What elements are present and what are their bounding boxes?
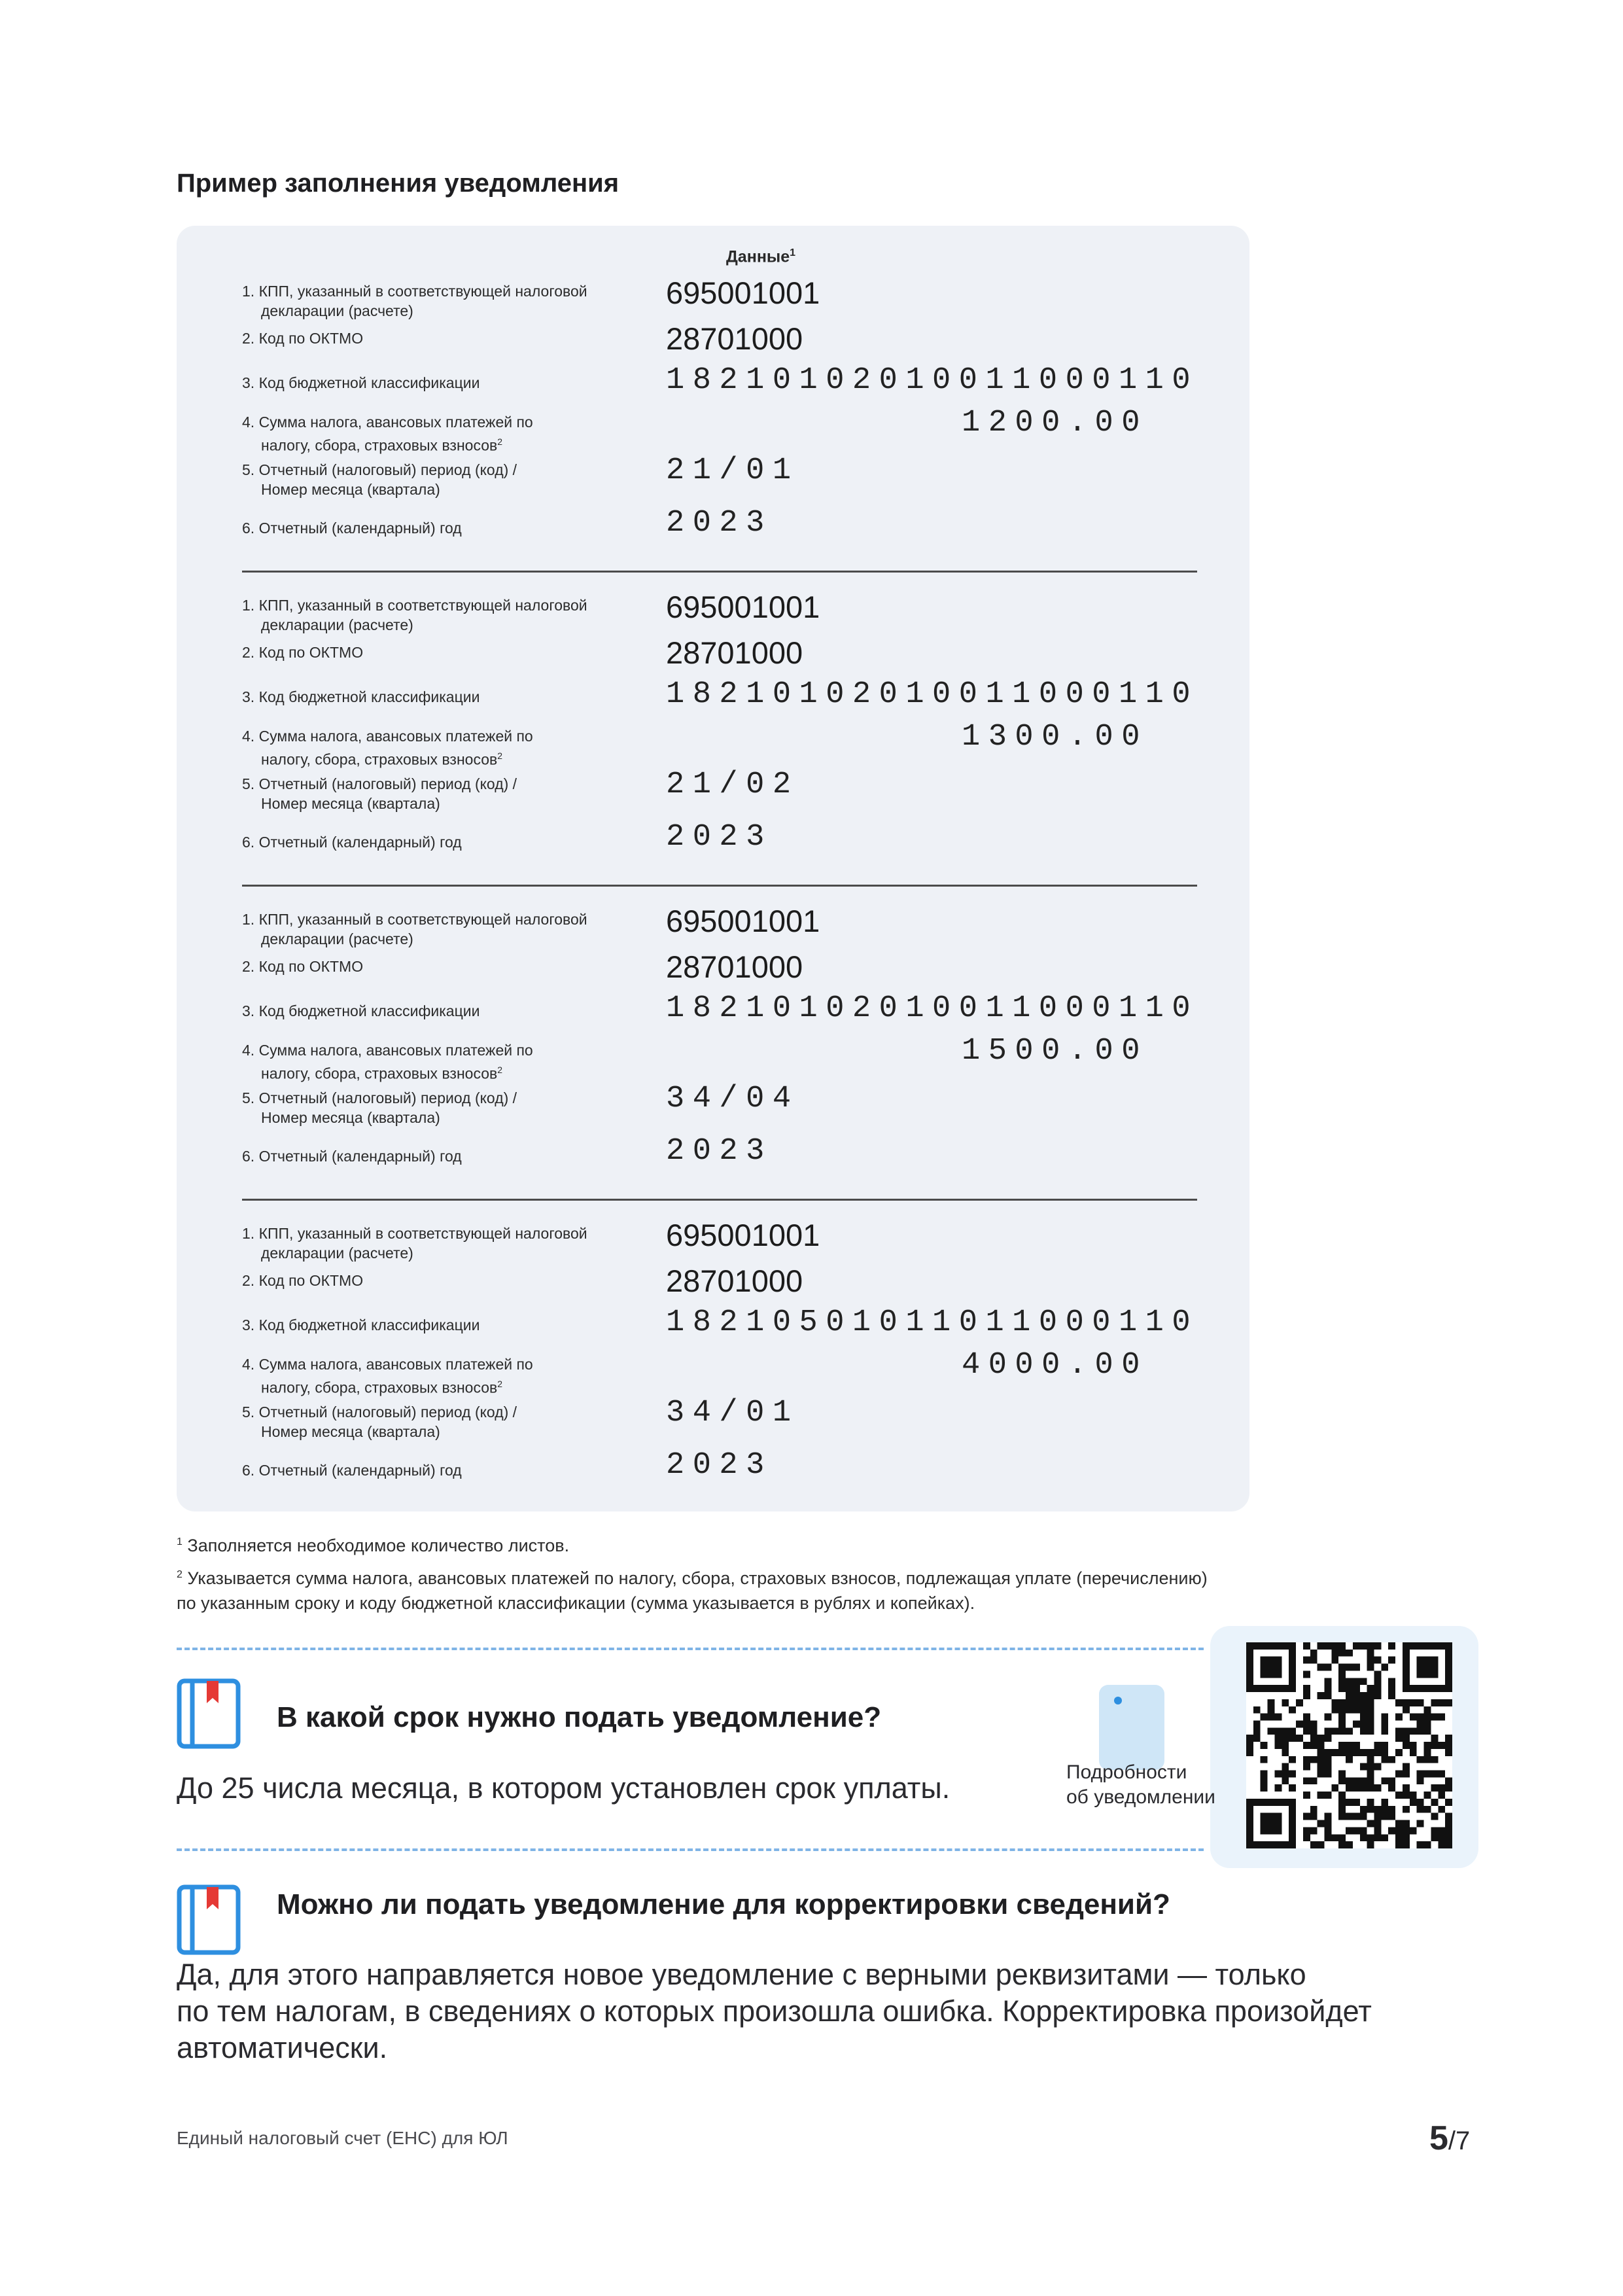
footnote-2: $^2$ Указывается сумма налога, авансовых платежей по налогу, сбора, страховых взносов, подлежащая уплате (перечислению) по указанным сроку и коду бюджетной классификации (сумма указывается в рублях и копейках).: [177, 1568, 1208, 1613]
label-kbk: 3. Код бюджетной классификации: [242, 374, 480, 391]
value-sum: 1200.00: [962, 406, 1148, 440]
book-icon: [177, 1678, 242, 1750]
label-oktmo: 2. Код по ОКТМО: [242, 1272, 364, 1289]
label-oktmo: 2. Код по ОКТМО: [242, 644, 364, 661]
value-kpp: 695001001: [666, 275, 820, 310]
faq-question-1: В какой срок нужно подать уведомление?: [277, 1701, 882, 1733]
qr-code[interactable]: [1246, 1642, 1452, 1848]
form-block: [242, 903, 1197, 1217]
value-period: 21/02: [666, 768, 799, 802]
value-kpp: 695001001: [666, 590, 820, 624]
label-period: 5. Отчетный (налоговый) период (код) / Номер месяца (квартала): [242, 1089, 517, 1126]
footer-text: Единый налоговый счет (ЕНС) для ЮЛ: [177, 2128, 508, 2148]
value-period: 34/04: [666, 1082, 799, 1116]
faq-answer-1: До 25 числа месяца, в котором установлен срок уплаты.: [177, 1771, 951, 1805]
value-kpp: 695001001: [666, 1218, 820, 1252]
label-kbk: 3. Код бюджетной классификации: [242, 1002, 480, 1019]
label-kpp: 1. КПП, указанный в соответствующей налоговой декларации (расчете): [242, 597, 587, 633]
label-kbk: 3. Код бюджетной классификации: [242, 688, 480, 705]
label-year: 6. Отчетный (календарный) год: [242, 1462, 462, 1479]
form-block: [242, 275, 1197, 589]
label-sum: 4. Сумма налога, авансовых платежей по налогу, сбора, страховых взносов$^2$: [242, 728, 533, 768]
label-sum: 4. Сумма налога, авансовых платежей по налогу, сбора, страховых взносов$^2$: [242, 1042, 533, 1082]
block-divider: [242, 1199, 1197, 1201]
qr-caption: Подробности об уведомлении: [1066, 1761, 1215, 1808]
dashed-divider: [177, 1648, 1204, 1650]
value-year: 2023: [666, 506, 773, 540]
footnote-1: $^1$ Заполняется необходимое количество листов.: [177, 1536, 570, 1555]
section-title: Пример заполнения уведомления: [177, 169, 620, 198]
block-divider: [242, 885, 1197, 887]
value-period: 34/01: [666, 1396, 799, 1430]
label-kpp: 1. КПП, указанный в соответствующей налоговой декларации (расчете): [242, 283, 587, 319]
label-period: 5. Отчетный (налоговый) период (код) / Номер месяца (квартала): [242, 1404, 517, 1440]
label-sum: 4. Сумма налога, авансовых платежей по налогу, сбора, страховых взносов$^2$: [242, 1356, 533, 1396]
value-kbk: 18210102010011000110: [666, 677, 1199, 712]
label-period: 5. Отчетный (налоговый) период (код) / Номер месяца (квартала): [242, 461, 517, 498]
form-block: [242, 1217, 1197, 1531]
label-kpp: 1. КПП, указанный в соответствующей налоговой декларации (расчете): [242, 1225, 587, 1262]
value-sum: 4000.00: [962, 1348, 1148, 1383]
value-sum: 1300.00: [962, 720, 1148, 754]
label-period: 5. Отчетный (налоговый) период (код) / Номер месяца (квартала): [242, 775, 517, 812]
value-kbk: 18210102010011000110: [666, 991, 1199, 1026]
label-oktmo: 2. Код по ОКТМО: [242, 958, 364, 975]
value-year: 2023: [666, 1448, 773, 1483]
value-oktmo: 28701000: [666, 949, 803, 984]
label-kpp: 1. КПП, указанный в соответствующей налоговой декларации (расчете): [242, 911, 587, 947]
value-kpp: 695001001: [666, 904, 820, 938]
label-oktmo: 2. Код по ОКТМО: [242, 330, 364, 347]
phone-camera-dot: [1114, 1697, 1122, 1704]
value-period: 21/01: [666, 453, 799, 488]
value-year: 2023: [666, 820, 773, 855]
label-year: 6. Отчетный (календарный) год: [242, 834, 462, 851]
value-year: 2023: [666, 1134, 773, 1169]
value-oktmo: 28701000: [666, 635, 803, 670]
form-block: [242, 589, 1197, 903]
faq-answer-2: Да, для этого направляется новое уведомление с верными реквизитами — только по тем налогам, в сведениях о которых произошла ошибка. Корректировка произойдет автоматически.: [177, 1958, 1372, 2064]
label-year: 6. Отчетный (календарный) год: [242, 520, 462, 537]
label-sum: 4. Сумма налога, авансовых платежей по налогу, сбора, страховых взносов$^2$: [242, 414, 533, 454]
block-divider: [242, 571, 1197, 573]
value-kbk: 18210501011011000110: [666, 1305, 1199, 1340]
value-oktmo: 28701000: [666, 1263, 803, 1298]
label-kbk: 3. Код бюджетной классификации: [242, 1316, 480, 1333]
page-number: 5/7: [1429, 2119, 1471, 2157]
value-sum: 1500.00: [962, 1034, 1148, 1069]
faq-question-2: Можно ли подать уведомление для корректировки сведений?: [277, 1888, 1170, 1920]
column-header: Данные$^1$: [726, 247, 796, 266]
value-kbk: 18210102010011000110: [666, 363, 1199, 398]
dashed-divider: [177, 1848, 1204, 1851]
book-icon: [177, 1884, 242, 1956]
phone-icon: [1099, 1685, 1164, 1770]
label-year: 6. Отчетный (календарный) год: [242, 1148, 462, 1165]
value-oktmo: 28701000: [666, 321, 803, 356]
